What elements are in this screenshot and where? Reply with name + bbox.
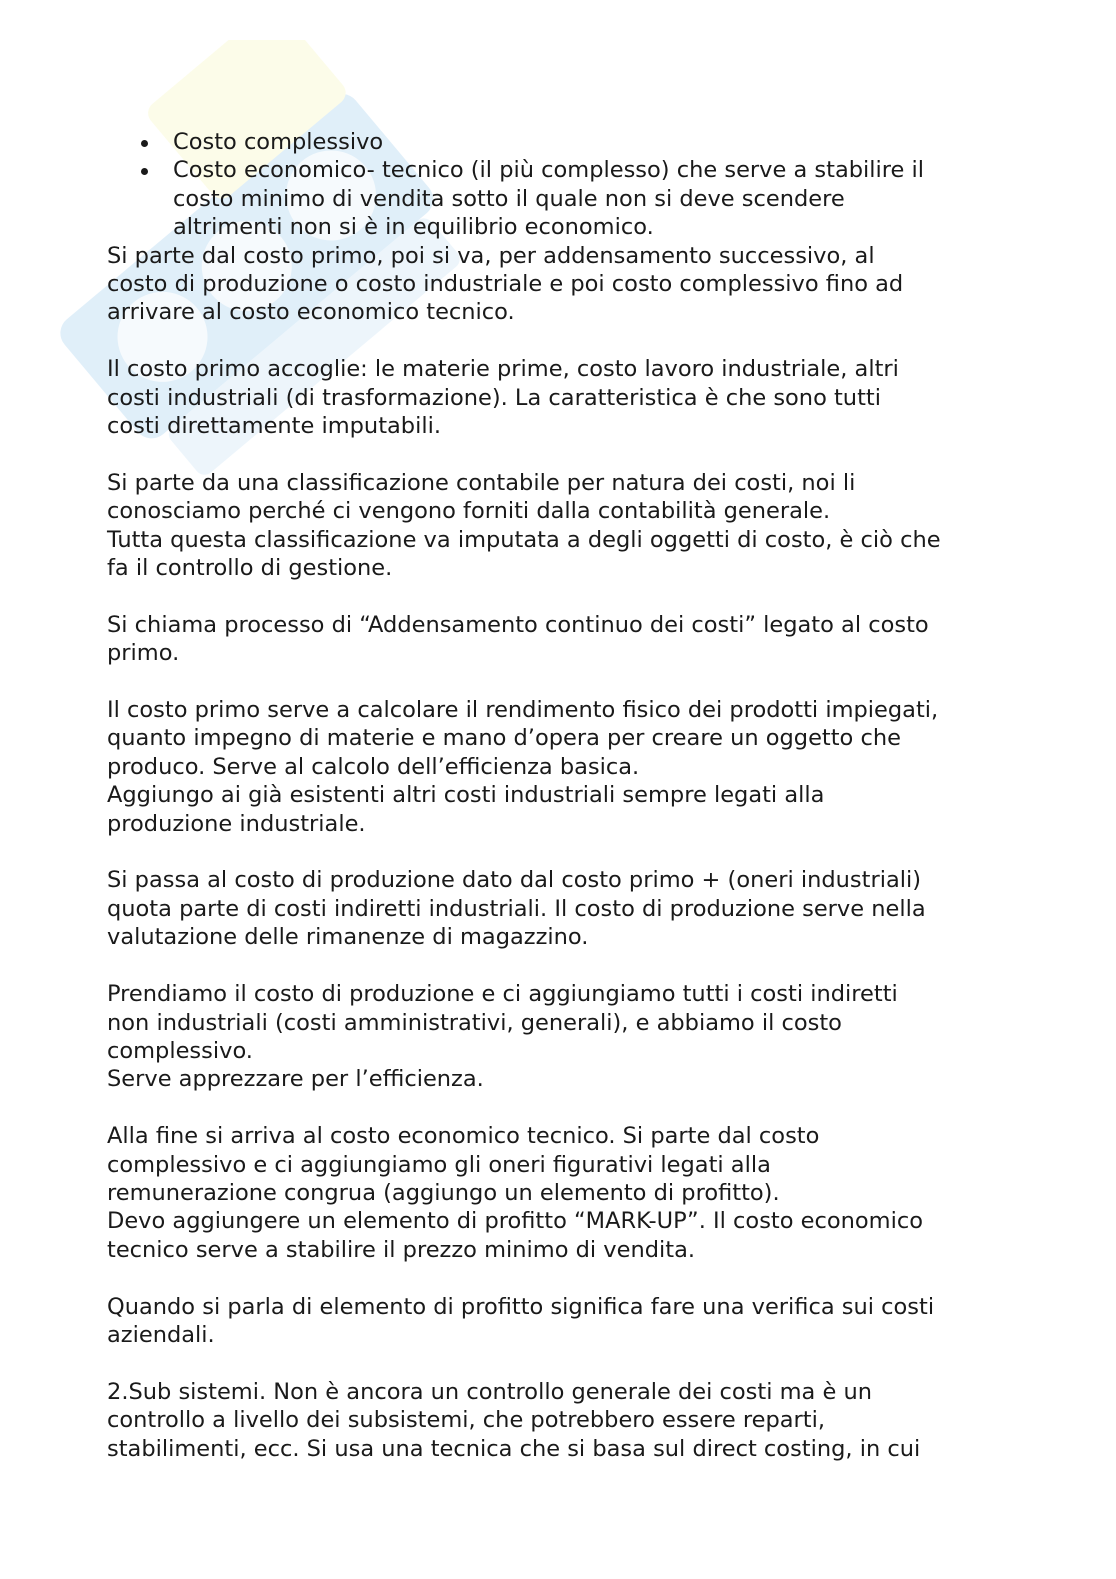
- document-body: [107, 128, 1012, 1463]
- bullet-item: Costo economico- tecnico (il più complesso) che serve a stabilire il costo minimo di vendita sotto il quale non si deve scendere altrimenti non si è in equilibrio economico.: [173, 156, 1012, 241]
- paragraph: Si parte da una classificazione contabile per natura dei costi, noi li conosciamo perché ci vengono forniti dalla contabilità generale. Tutta questa classificazione va imputata a degli oggetti di costo, è ciò che fa il controllo di gestione.: [107, 469, 941, 582]
- paragraph: Prendiamo il costo di produzione e ci aggiungiamo tutti i costi indiretti non industriali (costi amministrativi, generali), e abbiamo il costo complessivo. Serve apprezzare per l’efficienza.: [107, 981, 898, 1093]
- paragraph: Alla fine si arriva al costo economico tecnico. Si parte dal costo complessivo e ci aggiungiamo gli oneri figurativi legati alla remunerazione congrua (aggiungo un elemento di profitto). Devo aggiungere un elemento di profitto “MARK-UP”. Il costo economico tecnico serve a stabilire il prezzo minimo di vendita.: [107, 1123, 923, 1263]
- paragraph: Si chiama processo di “Addensamento continuo dei costi” legato al costo primo.: [107, 611, 929, 667]
- paragraph: Il costo primo accoglie: le materie prime, costo lavoro industriale, altri costi industriali (di trasformazione). La caratteristica è che sono tutti costi direttamente imputabili.: [107, 356, 899, 440]
- bullet-list: [107, 128, 1012, 242]
- paragraph: Il costo primo serve a calcolare il rendimento fisico dei prodotti impiegati, quanto impegno di materie e mano d’opera per creare un oggetto che produco. Serve al calcolo dell’efficienza basica. Aggiungo ai già esistenti altri costi industriali sempre legati alla produzione industriale.: [107, 697, 939, 837]
- paragraph: Quando si parla di elemento di profitto significa fare una verifica sui costi aziendali.: [107, 1293, 935, 1348]
- paragraph: Si parte dal costo primo, poi si va, per addensamento successivo, al costo di produzione o costo industriale e poi costo complessivo fino ad arrivare al costo economico tecnico.: [107, 242, 904, 326]
- paragraph: Si passa al costo di produzione dato dal costo primo + (oneri industriali) quota parte di costi indiretti industriali. Il costo di produzione serve nella valutazione delle rimanenze di magazzino.: [107, 867, 926, 951]
- paragraph: 2.Sub sistemi. Non è ancora un controllo generale dei costi ma è un controllo a livello dei subsistemi, che potrebbero essere reparti, stabilimenti, ecc. Si usa una tecnica che si basa sul direct costing, in cui: [107, 1378, 921, 1462]
- bullet-item: Costo complessivo: [173, 128, 1012, 156]
